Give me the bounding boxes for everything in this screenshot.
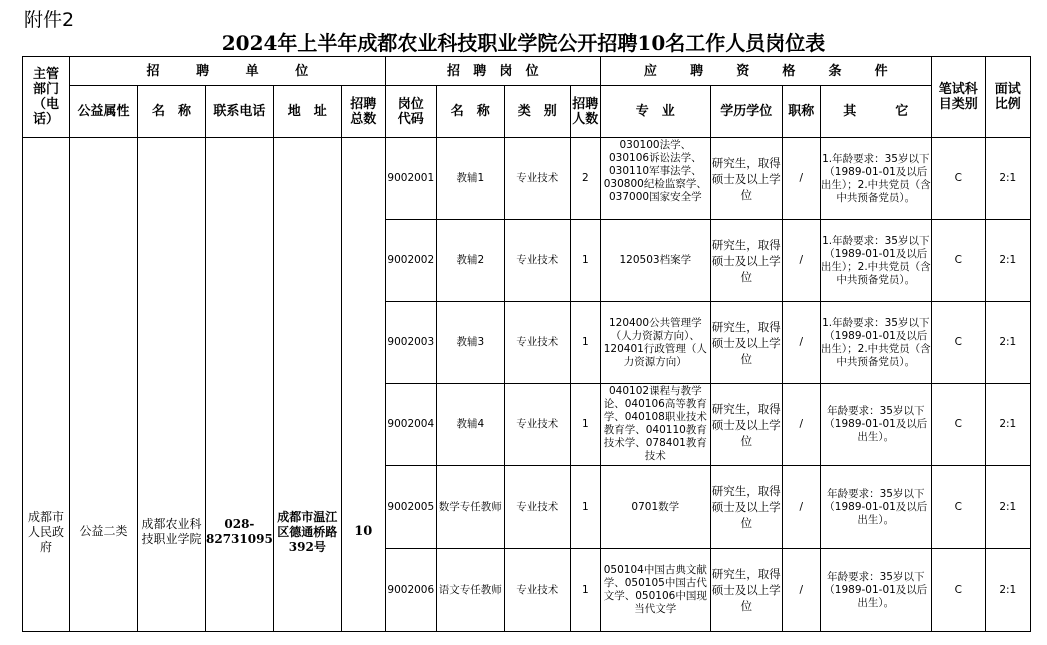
annex-label: 附件2 <box>24 9 75 31</box>
other-cell <box>820 466 931 549</box>
interview-ratio-cell: 2:1 <box>985 302 1030 384</box>
category-cell: 专业技术 <box>504 302 570 384</box>
dept-cell: 成都市人民政府 <box>23 138 70 632</box>
major-text: 030100法学、030106诉讼法学、030110军事法学、030800纪检监察学、 037000国家安全学 <box>603 139 707 203</box>
title-req-cell: / <box>782 220 820 302</box>
header-group-char: 条 <box>828 63 842 79</box>
degree-cell: 研究生，取得硕士及以上学位 <box>710 384 782 466</box>
header-unit-name: 名 称 <box>138 86 206 138</box>
header-post-name: 名 称 <box>436 86 504 138</box>
major-cell <box>600 384 710 466</box>
interview-ratio-cell: 2:1 <box>985 384 1030 466</box>
recruitment-table <box>22 56 1031 632</box>
total-cell: 10 <box>341 138 385 632</box>
interview-ratio-cell: 2:1 <box>985 138 1030 220</box>
other-text: 年龄要求：35岁以下（1989-01-01及以后出生）。 <box>824 487 928 526</box>
other-text: 1.年龄要求：35岁以下（1989-01-01及以后出生）；2.中共党员（含中共预备党员）。 <box>820 316 931 368</box>
header-group-char: 聘 <box>473 63 487 79</box>
post-name-cell: 语文专任教师 <box>436 549 504 632</box>
header-group-char: 位 <box>295 63 309 79</box>
unit-nature-cell: 公益二类 <box>70 138 138 632</box>
exam-type-cell: C <box>931 220 985 302</box>
header-group-char: 格 <box>782 63 796 79</box>
interview-ratio-cell: 2:1 <box>985 220 1030 302</box>
major-cell <box>600 466 710 549</box>
other-text: 1.年龄要求：35岁以下（1989-01-01及以后出生）；2.中共党员（含中共预备党员）。 <box>820 234 931 286</box>
header-post-code: 岗位代码 <box>385 86 436 138</box>
category-cell: 专业技术 <box>504 138 570 220</box>
category-cell: 专业技术 <box>504 466 570 549</box>
header-row-2 <box>23 86 1031 138</box>
exam-type-cell: C <box>931 138 985 220</box>
header-total: 招聘总数 <box>341 86 385 138</box>
post-code-cell: 9002004 <box>385 384 436 466</box>
other-cell <box>820 138 931 220</box>
title-req-cell: / <box>782 466 820 549</box>
title-req-cell: / <box>782 138 820 220</box>
header-title-req: 职称 <box>782 86 820 138</box>
category-cell: 专业技术 <box>504 220 570 302</box>
post-code-cell: 9002006 <box>385 549 436 632</box>
degree-cell: 研究生，取得硕士及以上学位 <box>710 466 782 549</box>
major-text: 120503档案学 <box>619 254 692 266</box>
category-cell: 专业技术 <box>504 549 570 632</box>
header-group-char: 应 <box>643 63 657 79</box>
header-row-1 <box>23 57 1031 86</box>
post-name-cell: 教辅3 <box>436 302 504 384</box>
header-degree: 学历学位 <box>710 86 782 138</box>
major-cell <box>600 302 710 384</box>
header-group-char: 单 <box>245 63 259 79</box>
other-text: 年龄要求：35岁以下（1989-01-01及以后出生）。 <box>824 570 928 609</box>
major-text: 040102课程与教学论、040106高等教育学、040108职业技术教育学、040110教育技术学、078401教育技术 <box>603 385 707 462</box>
header-dept: 主管部门（电话） <box>23 57 70 138</box>
header-count: 招聘人数 <box>570 86 600 138</box>
exam-type-cell: C <box>931 466 985 549</box>
unit-name-cell: 成都农业科技职业学院 <box>138 138 206 632</box>
other-cell <box>820 302 931 384</box>
table-row <box>23 138 1031 220</box>
degree-cell: 研究生，取得硕士及以上学位 <box>710 220 782 302</box>
header-group-char: 聘 <box>196 63 210 79</box>
exam-type-cell: C <box>931 302 985 384</box>
degree-cell: 研究生，取得硕士及以上学位 <box>710 549 782 632</box>
other-cell <box>820 384 931 466</box>
page-title: 2024年上半年成都农业科技职业学院公开招聘10名工作人员岗位表 <box>221 31 826 55</box>
post-name-cell: 数学专任教师 <box>436 466 504 549</box>
header-group-char: 件 <box>874 63 888 79</box>
phone-cell: 028-82731095 <box>206 138 274 632</box>
other-text: 1.年龄要求：35岁以下（1989-01-01及以后出生）；2.中共党员（含中共预备党员）。 <box>820 152 931 204</box>
title-req-cell: / <box>782 549 820 632</box>
post-code-cell: 9002002 <box>385 220 436 302</box>
major-text: 050104中国古典文献学、050105中国古代文学、050106中国现当代文学 <box>603 564 707 615</box>
category-cell: 专业技术 <box>504 384 570 466</box>
degree-cell: 研究生，取得硕士及以上学位 <box>710 302 782 384</box>
header-group-char: 招 <box>146 63 160 79</box>
interview-ratio-cell: 2:1 <box>985 466 1030 549</box>
count-cell: 1 <box>570 220 600 302</box>
count-cell: 1 <box>570 549 600 632</box>
address-cell: 成都市温江区德通桥路392号 <box>273 138 341 632</box>
interview-ratio-cell: 2:1 <box>985 549 1030 632</box>
count-cell: 1 <box>570 302 600 384</box>
degree-cell: 研究生，取得硕士及以上学位 <box>710 138 782 220</box>
header-group-char: 聘 <box>690 63 704 79</box>
major-text: 120400公共管理学（人力资源方向）、120401行政管理（人力资源方向） <box>603 316 707 368</box>
header-group-char: 岗 <box>499 63 513 79</box>
header-phone: 联系电话 <box>206 86 274 138</box>
header-group-char: 招 <box>446 63 460 79</box>
count-cell: 1 <box>570 384 600 466</box>
title-req-cell: / <box>782 384 820 466</box>
post-code-cell: 9002005 <box>385 466 436 549</box>
header-unit-nature: 公益属性 <box>70 86 138 138</box>
major-cell <box>600 138 710 220</box>
post-code-cell: 9002003 <box>385 302 436 384</box>
header-post-group <box>385 57 600 86</box>
count-cell: 2 <box>570 138 600 220</box>
header-major: 专 业 <box>600 86 710 138</box>
other-text: 年龄要求：35岁以下（1989-01-01及以后出生）。 <box>824 405 928 443</box>
title-req-cell: / <box>782 302 820 384</box>
exam-type-cell: C <box>931 549 985 632</box>
post-name-cell: 教辅4 <box>436 384 504 466</box>
post-code-cell: 9002001 <box>385 138 436 220</box>
post-name-cell: 教辅2 <box>436 220 504 302</box>
header-qual-group <box>600 57 931 86</box>
major-cell <box>600 549 710 632</box>
major-text: 0701数学 <box>631 500 680 513</box>
header-category: 类 别 <box>504 86 570 138</box>
other-cell <box>820 549 931 632</box>
header-group-char: 位 <box>525 63 539 79</box>
header-group-char: 资 <box>736 63 750 79</box>
other-cell <box>820 220 931 302</box>
header-address: 地 址 <box>273 86 341 138</box>
header-interview-ratio: 面试比例 <box>985 57 1030 138</box>
post-name-cell: 教辅1 <box>436 138 504 220</box>
header-unit-group <box>70 57 386 86</box>
header-exam-type: 笔试科目类别 <box>931 57 985 138</box>
header-other: 其 它 <box>820 86 931 138</box>
count-cell: 1 <box>570 466 600 549</box>
exam-type-cell: C <box>931 384 985 466</box>
major-cell <box>600 220 710 302</box>
